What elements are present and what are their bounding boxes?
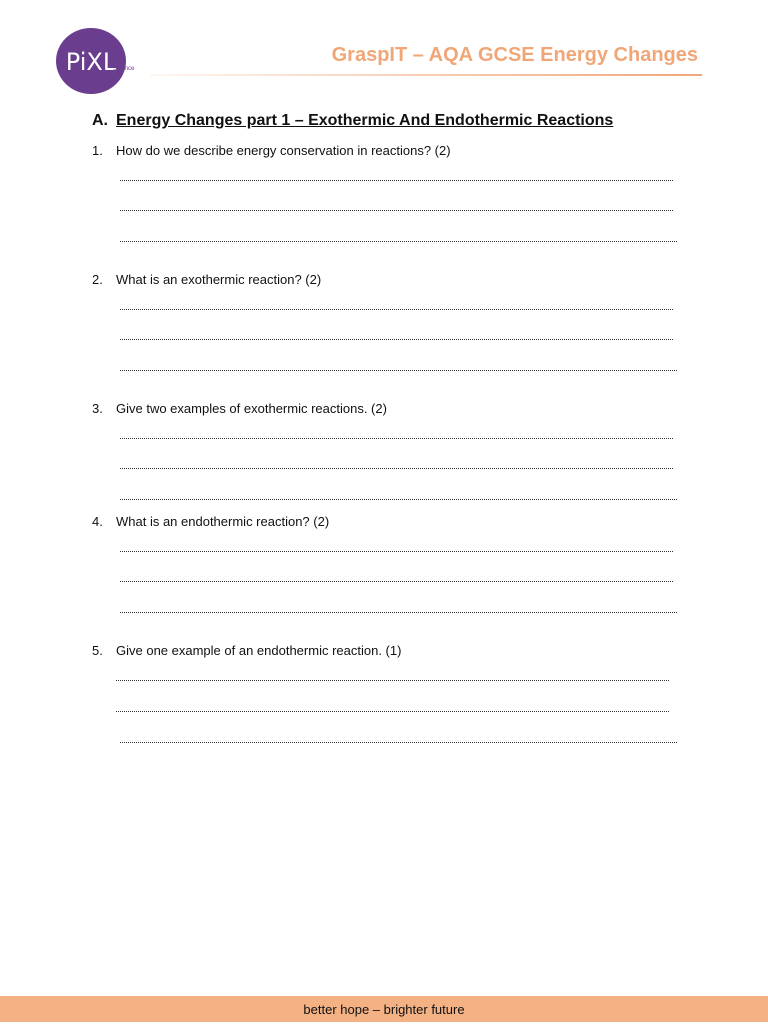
question-2	[92, 272, 321, 287]
question-text: What is an endothermic reaction? (2)	[116, 514, 330, 529]
answer-line[interactable]	[120, 742, 677, 743]
answer-line[interactable]	[120, 438, 673, 439]
answer-line[interactable]	[120, 210, 673, 211]
answer-line[interactable]	[120, 499, 677, 500]
section-heading	[92, 112, 613, 130]
section-title: Energy Changes part 1 – Exothermic And Endothermic Reactions	[116, 112, 614, 129]
section-letter: A.	[92, 112, 108, 129]
question-1	[92, 143, 451, 158]
question-5	[92, 643, 401, 658]
question-text: What is an exothermic reaction? (2)	[116, 272, 322, 287]
footer-text: better hope – brighter future	[303, 1001, 465, 1017]
answer-line[interactable]	[116, 680, 669, 681]
answer-line[interactable]	[120, 180, 673, 181]
logo-subtitle: Science	[113, 66, 135, 72]
footer-banner	[0, 996, 768, 1022]
answer-line[interactable]	[120, 551, 673, 552]
answer-line[interactable]	[120, 612, 677, 613]
answer-line[interactable]	[120, 241, 677, 242]
question-number: 1.	[92, 143, 103, 158]
question-number: 2.	[92, 272, 103, 287]
answer-line[interactable]	[120, 339, 673, 340]
answer-line[interactable]	[116, 711, 669, 712]
header-divider	[150, 74, 702, 76]
question-number: 4.	[92, 514, 103, 529]
answer-line[interactable]	[120, 309, 673, 310]
question-number: 5.	[92, 643, 103, 658]
logo-text: PiXL	[65, 48, 117, 76]
answer-line[interactable]	[120, 468, 673, 469]
pixl-logo	[56, 28, 126, 94]
page-title: GraspIT – AQA GCSE Energy Changes	[331, 44, 698, 66]
question-number: 3.	[92, 401, 103, 416]
answer-line[interactable]	[120, 581, 673, 582]
question-4	[92, 514, 329, 529]
question-text: How do we describe energy conservation in reactions? (2)	[116, 143, 451, 158]
answer-line[interactable]	[120, 370, 677, 371]
question-text: Give two examples of exothermic reactions. (2)	[116, 401, 387, 416]
question-3	[92, 401, 387, 416]
question-text: Give one example of an endothermic reaction. (1)	[116, 643, 402, 658]
